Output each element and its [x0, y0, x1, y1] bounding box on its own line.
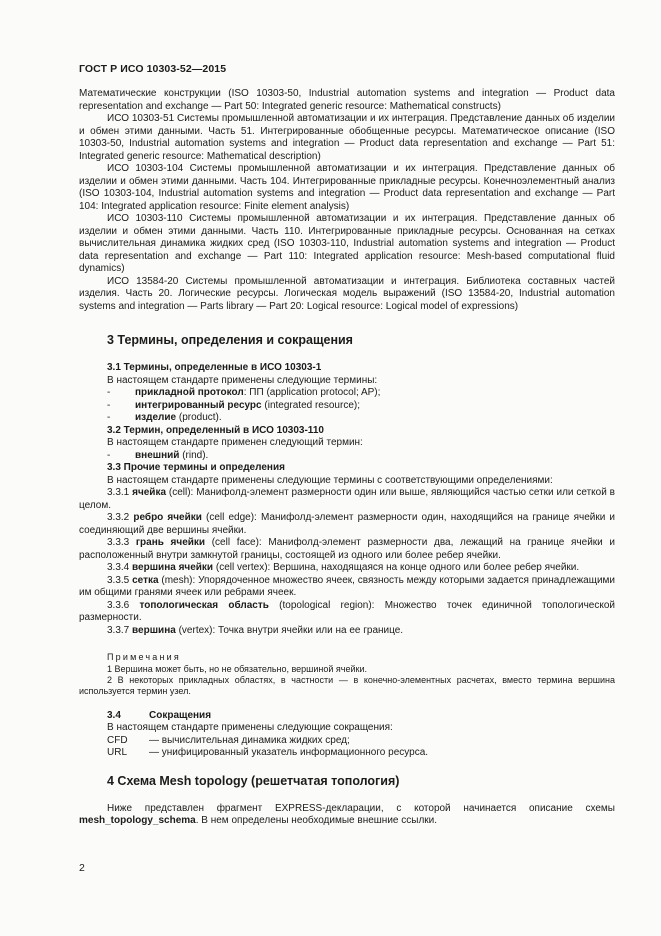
term-list-item: - внешний (rind). [107, 449, 209, 461]
definition-text: (vertex): Точка внутри ячейки или на ее границе. [175, 624, 404, 636]
reference-iso-10303-51: ИСО 10303-51 Системы промышленной автоматизации и их интеграция. Представление данных об изделии и обмен этими данными. Часть 51. Интегрированные обобщенные ресурсы. Математическое описание (ISO 10303-50, Industrial automation systems and integration — Product data representation and exchange — Part 51: Integrated generic resource: Mathematical description) [79, 113, 615, 162]
section-3-1-intro: В настоящем стандарте применены следующие термины: [107, 374, 378, 386]
definition-number: 3.3.2 [107, 512, 134, 523]
abbreviation-item [79, 735, 615, 748]
abbreviation: CFD [107, 734, 128, 746]
document-header: ГОСТ Р ИСО 10303-52—2015 [79, 63, 227, 75]
paragraph-text: . В нем определены необходимые внешние ссылки. [195, 815, 438, 826]
definition-number: 3.3.5 [107, 574, 133, 586]
definition-text: (cell edge): Манифолд-элемент размерности один, находящийся на границе ячейки и соединяющий две вершины ячейки. [79, 512, 615, 536]
note-1: 1 Вершина может быть, но не обязательно, вершиной ячейки. [107, 663, 367, 674]
definition-3-3-6 [79, 600, 615, 625]
definition-text: (cell): Манифолд-элемент размерности один или выше, являющийся частью сетки или сеткой в целом. [79, 487, 615, 511]
notes-heading: Примечания [107, 652, 181, 662]
section-3-2-intro: В настоящем стандарте применен следующий термин: [107, 437, 363, 448]
term-rest: (integrated resource); [261, 399, 360, 411]
abbreviation-meaning: — вычислительная динамика жидких сред; [149, 734, 350, 746]
section-3-3-heading: 3.3 Прочие термины и определения [107, 462, 285, 473]
paragraph-text: Ниже представлен фрагмент EXPRESS-декларации, с которой начинается описание схемы [107, 802, 615, 814]
section-4-heading: 4 Схема Mesh topology (решетчатая топология) [107, 773, 400, 788]
section-title: Сокращения [149, 709, 212, 721]
reference-iso-10303-104: ИСО 10303-104 Системы промышленной автоматизации и их интеграция. Представление данных об изделии и обмен этими данными. Часть 104. Интегрированные прикладные ресурсы. Конечноэлементный анализ (ISO 10303-104, Industrial automation systems and integration — Product data representation and exchange — Part 104: Integrated application resource: Finite element analysis) [79, 163, 615, 212]
definition-3-3-2 [79, 512, 615, 537]
page-number: 2 [79, 862, 85, 874]
definition-number: 3.3.6 [107, 599, 140, 611]
definition-number: 3.3.7 [107, 624, 133, 636]
abbreviation-meaning: — унифицированный указатель информационного ресурса. [149, 747, 429, 758]
definition-text: (cell vertex): Вершина, находящаяся на конце одного или более ребер ячейки. [213, 562, 580, 573]
term-rest: (product). [176, 412, 222, 423]
definition-3-3-7 [79, 625, 615, 638]
abbreviation: URL [107, 747, 128, 758]
section-number: 3.4 [107, 709, 121, 721]
definition-3-3-5 [79, 575, 615, 600]
section-3-heading: 3 Термины, определения и сокращения [107, 333, 353, 347]
term-rest: : ПП (application protocol; AP); [243, 387, 381, 398]
page-content [79, 88, 615, 828]
term-name: изделие [135, 412, 177, 423]
definition-term: сетка [132, 574, 159, 586]
section-4-paragraph [79, 803, 615, 828]
term-name: внешний [135, 449, 180, 461]
section-3-3-intro: В настоящем стандарте применены следующие термины с соответствующими определениями: [107, 474, 553, 486]
definition-number: 3.3.1 [107, 487, 133, 498]
definition-3-3-4 [79, 562, 615, 575]
definition-3-3-1 [79, 487, 615, 512]
section-3-4-heading [79, 710, 615, 723]
definition-text: (cell face): Манифолд-элемент размерности два, лежащий на границе ячейки и расположенный внутри замкнутой границы, состоящей из одного или более ребер ячейки. [79, 537, 615, 561]
term-name: прикладной протокол [135, 387, 244, 398]
section-3-2-heading: 3.2 Термин, определенный в ИСО 10303-110 [107, 424, 324, 436]
term-rest: (rind). [179, 449, 209, 461]
definition-term: грань ячейки [135, 537, 206, 548]
definition-number: 3.3.4 [107, 562, 133, 573]
term-list-item: - прикладной протокол: ПП (application protocol; AP); [107, 387, 381, 398]
definition-text: (mesh): Упорядоченное множество ячеек, связность между которыми задается принадлежащими им общими гранями ячеек или ребрами ячеек. [79, 574, 615, 598]
definition-3-3-3 [79, 537, 615, 562]
definition-text: (topological region): Множество точек единичной топологической размерности. [79, 599, 615, 623]
section-3-1-heading: 3.1 Термины, определенные в ИСО 10303-1 [107, 362, 322, 373]
definition-number: 3.3.3 [107, 537, 136, 548]
definition-term: вершина ячейки [132, 562, 214, 573]
reference-iso-13584-20: ИСО 13584-20 Системы промышленной автоматизации и интеграция. Библиотека составных частей изделия. Часть 20. Логические ресурсы. Логическая модель выражений (ISO 13584-20, Industrial automation systems and integration — Parts library — Part 20: Logical resource: Logical model of expressions) [79, 275, 615, 312]
reference-continuation: Математические конструкции (ISO 10303-50, Industrial automation systems and integration — Product data representation and exchange — Part 50: Integrated generic resource: Mathematical constructs) [79, 88, 615, 112]
term-name: интегрированный ресурс [135, 399, 262, 411]
note-2: 2 В некоторых прикладных областях, в частности — в конечно-элементных расчетах, вместо термина вершина используется термин узел. [79, 674, 615, 696]
schema-name: mesh_topology_schema [79, 815, 196, 826]
definition-term: топологическая область [139, 599, 269, 611]
definition-term: вершина [132, 624, 176, 636]
term-list-item: - интегрированный ресурс (integrated resource); [107, 399, 360, 411]
definition-term: ребро ячейки [133, 512, 202, 523]
term-list-item: - изделие (product). [107, 412, 222, 423]
section-3-4-intro: В настоящем стандарте применены следующие сокращения: [107, 722, 393, 733]
reference-iso-10303-110: ИСО 10303-110 Системы промышленной автоматизации и их интеграция. Представление данных об изделии и обмен этими данными. Часть 110. Интегрированные прикладные ресурсы. Основанная на сетках вычислительная динамика жидких сред (ISO 10303-110, Industrial automation systems and integration — Product data representation and exchange — Part 110: Integrated application resource: Mesh-based computational fluid dynamics) [79, 213, 615, 274]
abbreviation-item [79, 747, 615, 760]
definition-term: ячейка [132, 487, 167, 498]
